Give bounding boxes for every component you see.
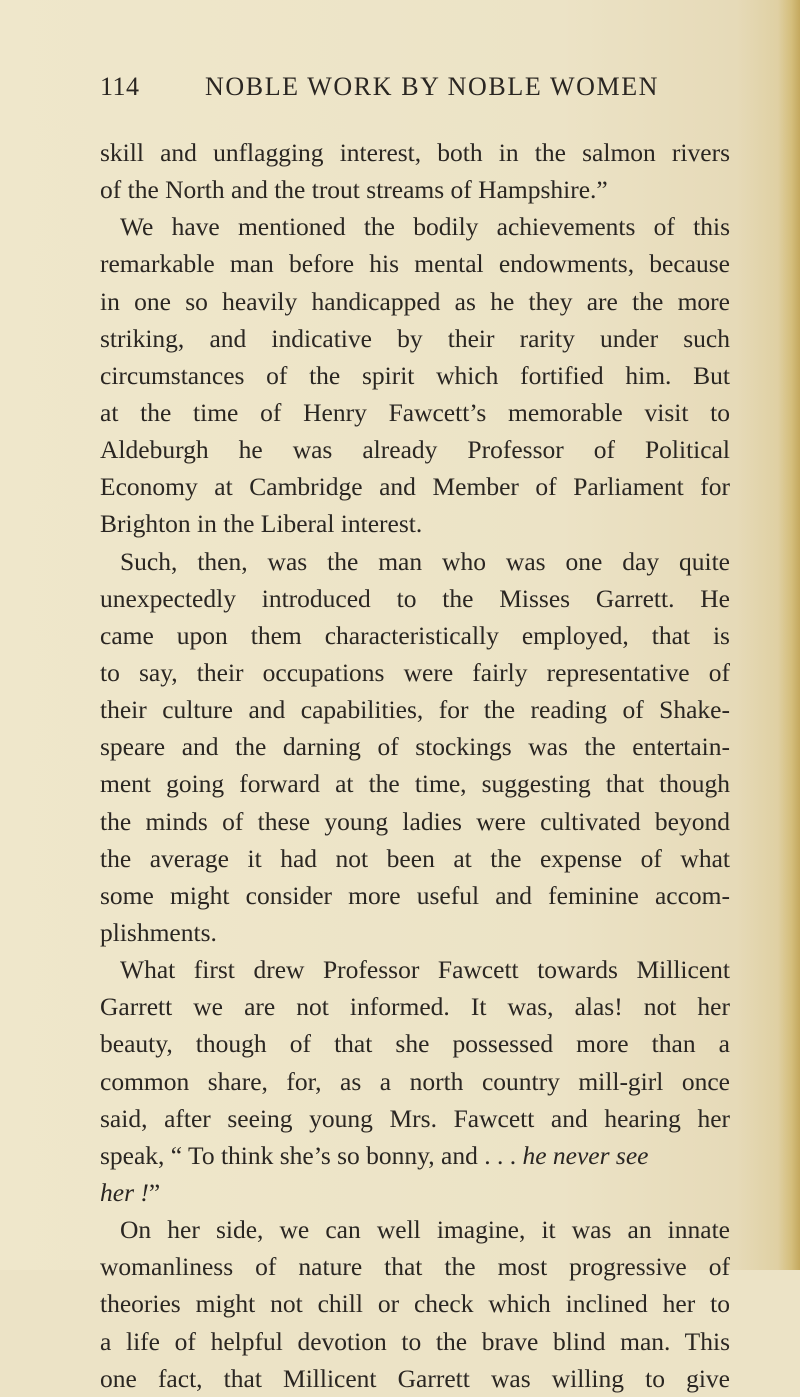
text-line: striking, and indicative by their rarity under such	[100, 323, 730, 353]
text-line: Garrett we are not informed. It was, alas! not her	[100, 992, 730, 1022]
text-line: unexpectedly introduced to the Misses Garrett. He	[100, 583, 730, 613]
closing-quote-mark: ”	[148, 1177, 161, 1207]
text-line: to say, their occupations were fairly representative of	[100, 657, 730, 687]
text-line: a life of helpful devotion to the brave blind man. This	[100, 1326, 730, 1356]
text-line: plishments.	[100, 917, 217, 947]
text-line: in one so heavily handicapped as he they are the more	[100, 286, 730, 316]
text-line: Brighton in the Liberal interest.	[100, 509, 423, 539]
text-line: some might consider more useful and feminine accom-	[100, 880, 730, 910]
text-line: theories might not chill or check which inclined her to	[100, 1289, 730, 1319]
text-line: beauty, though of that she possessed more than a	[100, 1029, 730, 1059]
page-edge-stain	[778, 0, 800, 1270]
paragraph-start-line: We have mentioned the bodily achievements of this	[120, 212, 730, 242]
text-line: circumstances of the spirit which fortified him. But	[100, 360, 730, 390]
paragraph-start-line: Such, then, was the man who was one day quite	[120, 546, 730, 576]
text-line: said, after seeing young Mrs. Fawcett and hearing her	[100, 1103, 730, 1133]
page-header	[100, 72, 710, 112]
page-number: 114	[100, 72, 140, 101]
text-line: ment going forward at the time, suggesting that though	[100, 769, 730, 799]
text-line: womanliness of nature that the most progressive of	[100, 1252, 730, 1282]
text-line: Economy at Cambridge and Member of Parliament for	[100, 472, 730, 502]
text-line-with-italic	[100, 1137, 730, 1174]
running-head: NOBLE WORK BY NOBLE WOMEN	[205, 72, 660, 101]
text-line: came upon them characteristically employed, that is	[100, 620, 730, 650]
text-line: their culture and capabilities, for the reading of Shake-	[100, 695, 730, 725]
italic-quote: her !	[100, 1177, 149, 1207]
text-line: common share, for, as a north country mill-girl once	[100, 1066, 730, 1096]
line-roman-part: speak, “ To think she’s so bonny, and . . .	[100, 1140, 517, 1170]
paragraph-start-line: What first drew Professor Fawcett towards Millicent	[120, 955, 730, 985]
italic-quote: he never see	[522, 1140, 649, 1170]
text-line: the average it had not been at the expense of what	[100, 843, 730, 873]
body-text	[100, 134, 730, 1397]
text-line: the minds of these young ladies were cultivated beyond	[100, 806, 730, 836]
text-line: Aldeburgh he was already Professor of Political	[100, 435, 730, 465]
text-line: skill and unflagging interest, both in the salmon rivers	[100, 138, 730, 167]
paragraph-start-line: On her side, we can well imagine, it was an innate	[120, 1215, 730, 1245]
text-line: remarkable man before his mental endowments, because	[100, 249, 730, 279]
text-line: one fact, that Millicent Garrett was willing to give	[100, 1363, 730, 1393]
text-line: speare and the darning of stockings was the entertain-	[100, 732, 730, 762]
text-line: at the time of Henry Fawcett’s memorable visit to	[100, 397, 730, 427]
text-line: of the North and the trout streams of Hampshire.”	[100, 175, 608, 205]
text-line-with-italic	[100, 1174, 730, 1211]
